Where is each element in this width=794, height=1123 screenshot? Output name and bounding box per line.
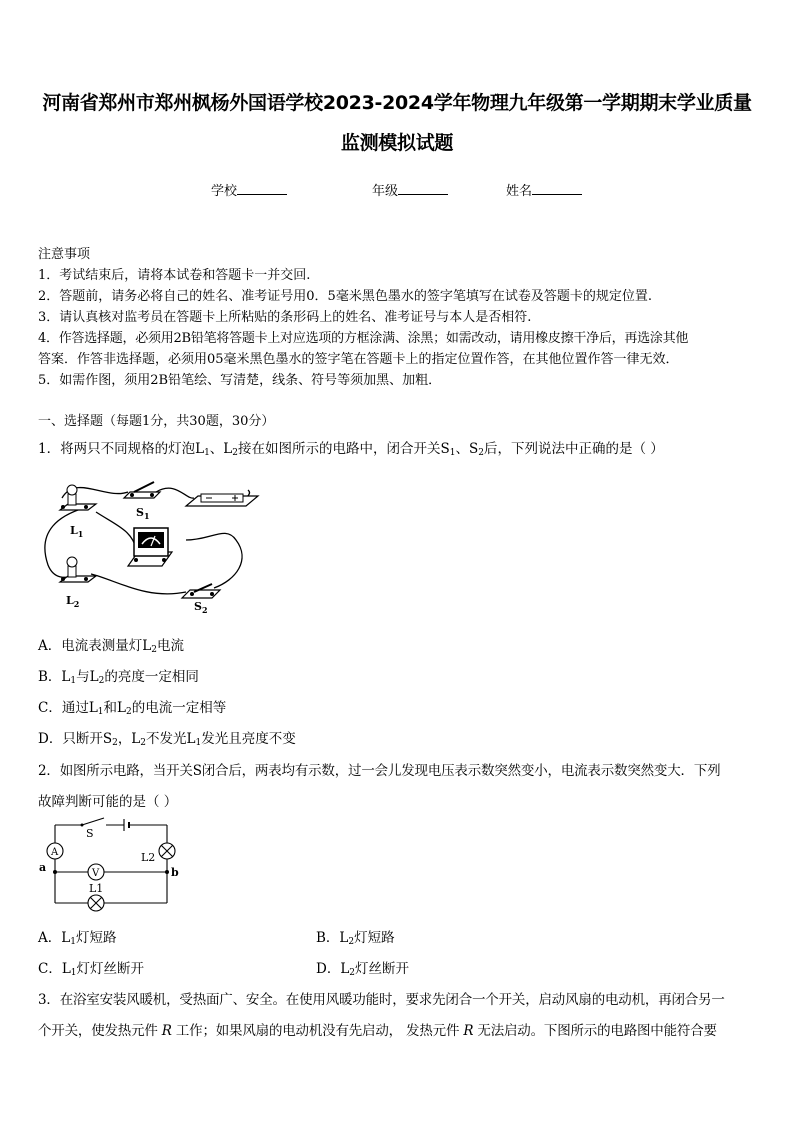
title-line-1: 河南省郑州市郑州枫杨外国语学校2023-2024学年物理九年级第一学期期末学业质量: [42, 92, 752, 114]
fig-label-l1: $L_1$: [70, 524, 84, 539]
name-field: 姓名: [506, 180, 582, 199]
notice-item: 答案．作答非选择题，必须用05毫米黑色墨水的签字笔在答题卡上的指定位置作答，在其他位置作答一律无效．: [38, 352, 679, 367]
battery-icon: [186, 494, 258, 506]
fig-label-s2: $S_2$: [194, 600, 208, 615]
q1-option-d: D．只断开$S_2$，$L_2$不发光$L_1$发光且亮度不变: [38, 731, 296, 748]
fig2-label-s: S: [86, 827, 94, 840]
school-field: 学校: [211, 180, 287, 199]
notice-item: 4．作答选择题，必须用2B铅笔将答题卡上对应选项的方框涂满、涂黑；如需改动，请用橡皮擦干净后，再选涂其他: [38, 331, 689, 346]
fig2-label-v: V: [92, 868, 100, 879]
fig-label-s1: $S_1$: [136, 506, 150, 521]
q2-option-c: C．$L_1$灯灯丝断开: [38, 961, 145, 978]
notice-item: 2．答题前，请务必将自己的姓名、准考证号用0．5毫米黑色墨水的签字笔填写在试卷及答题卡的规定位置.: [38, 289, 652, 304]
lamp-l2-icon: [60, 557, 96, 582]
section-heading: 一、选择题（每题1分，共30题，30分）: [38, 414, 275, 429]
notice-item: 5．如需作图，须用2B铅笔绘、写清楚，线条、符号等须加黑、加粗．: [38, 373, 442, 388]
q1-circuit-figure: [36, 470, 266, 615]
q1-option-a: A．电流表测量灯$L_2$电流: [38, 638, 184, 655]
q2-circuit-figure: [36, 815, 186, 915]
q3-stem-line1: 3．在浴室安装风暖机，受热面广、安全。在使用风暖功能时，要求先闭合一个开关，启动风扇的电动机，再闭合另一: [38, 992, 725, 1008]
notice-item: 3．请认真核对监考员在答题卡上所粘贴的条形码上的姓名、准考证号与本人是否相符.: [38, 310, 532, 325]
fig2-label-l1: L1: [89, 882, 104, 895]
q2-stem-line2: 故障判断可能的是（ ）: [38, 794, 178, 810]
notice-heading: 注意事项: [38, 247, 91, 262]
q1-stem: 1．将两只不同规格的灯泡$L_1$、$L_2$接在如图所示的电路中，闭合开关$S_1$、$S_2$后，下列说法中正确的是（ ）: [38, 441, 664, 458]
q1-option-c: C．通过$L_1$和$L_2$的电流一定相等: [38, 700, 227, 717]
fig2-node-a: a: [39, 861, 47, 874]
ammeter-icon: [128, 528, 172, 566]
switch-s1-icon: [124, 482, 160, 498]
switch-s2-icon: [182, 584, 220, 598]
q2-stem-line1: 2．如图所示电路，当开关S闭合后，两表均有示数，过一会儿发现电压表示数突然变小，电流表示数突然变大．下列: [38, 763, 721, 779]
q3-stem-line2: 个开关，使发热元件 R 工作；如果风扇的电动机没有先启动， 发热元件 R 无法启动。下图所示的电路图中能符合要: [38, 1023, 717, 1039]
fig2-node-b: b: [171, 866, 179, 879]
notice-item: 1．考试结束后，请将本试卷和答题卡一并交回.: [38, 268, 311, 283]
q2-option-a: A．$L_1$灯短路: [38, 930, 117, 947]
q1-option-b: B．$L_1$与$L_2$的亮度一定相同: [38, 669, 199, 686]
q2-option-b: B．$L_2$灯短路: [316, 930, 395, 947]
fig2-label-a: A: [51, 847, 59, 858]
fig-label-l2: $L_2$: [66, 594, 80, 609]
fig2-label-l2: L2: [141, 851, 156, 864]
q2-option-d: D．$L_2$灯丝断开: [316, 961, 410, 978]
title-line-2: 监测模拟试题: [340, 132, 454, 154]
grade-field: 年级: [372, 180, 448, 199]
